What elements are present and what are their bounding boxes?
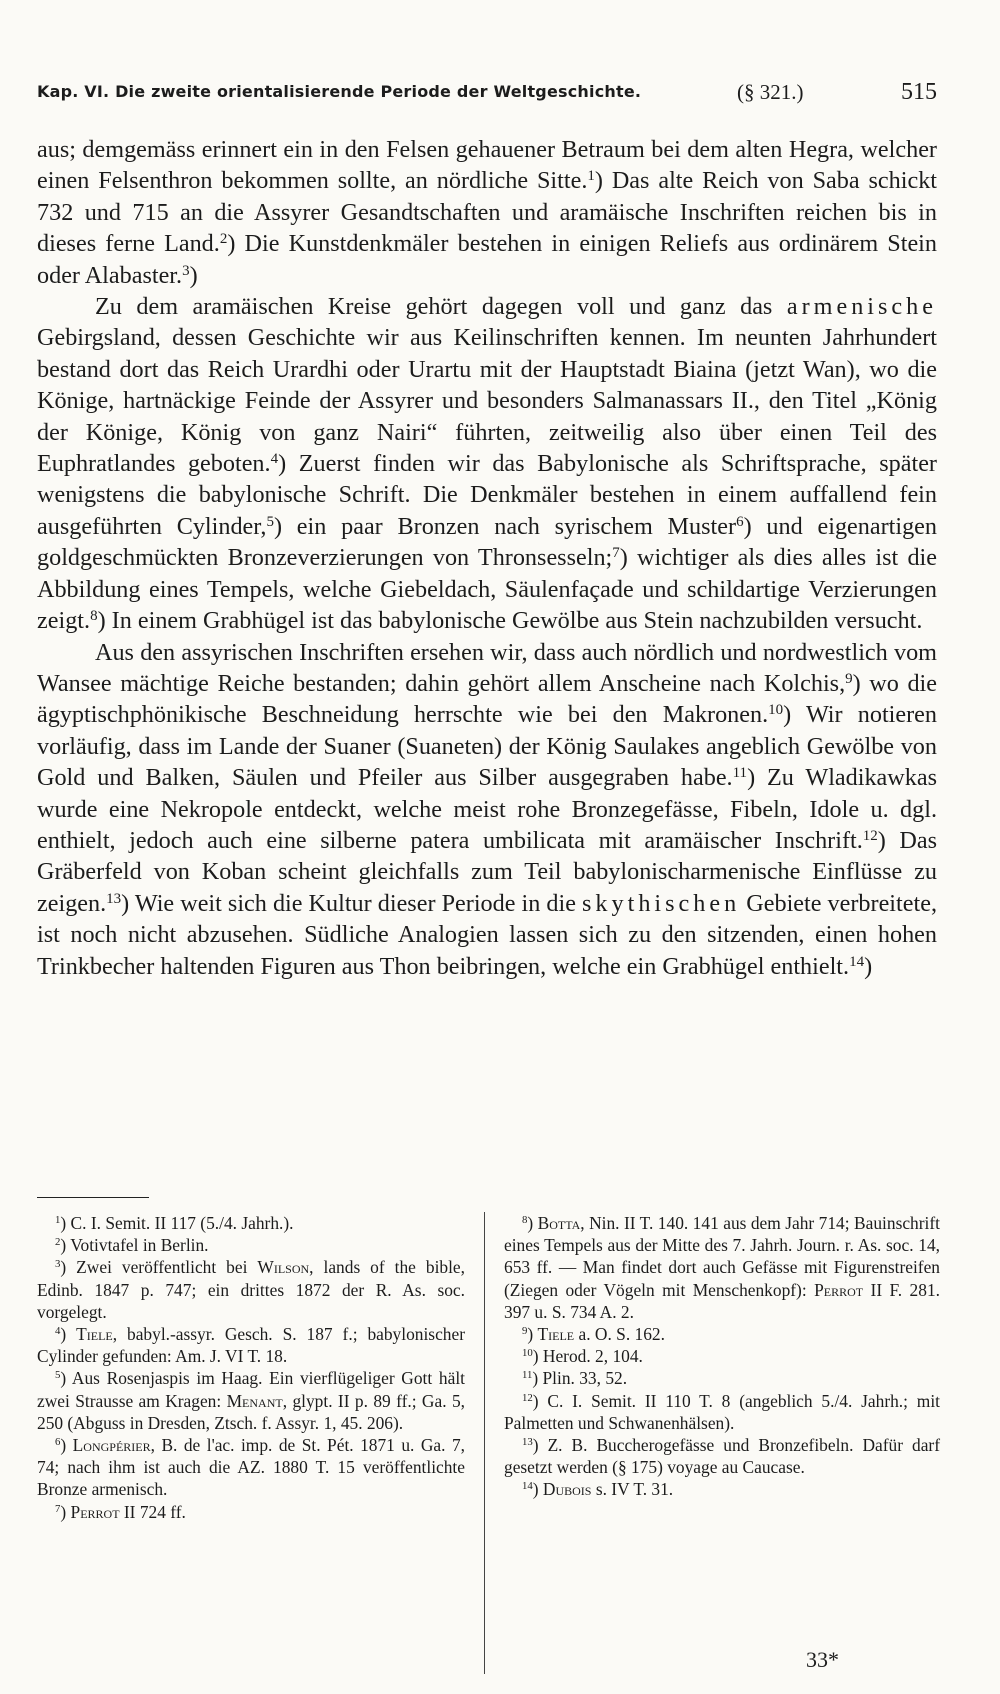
footnote-text: , lands of the bible, Edinb. 1847 p. 747; ein drittes 1872 der R. As. soc. vorgelegt. xyxy=(37,1257,465,1322)
footnote-ref: 2 xyxy=(219,230,228,247)
text-run: Aus den assyrischen Inschriften ersehen wir, dass auch nördlich und nordwestlich vom Wansee mächtige Reiche bestanden; dahin gehört allem Anscheine nach Kolchis, xyxy=(37,638,937,697)
footnote: $^2$) Votivtafel in Berlin. xyxy=(55,1235,209,1256)
footnote-number: 7 xyxy=(55,1502,61,1515)
paragraph-3 xyxy=(37,637,937,982)
footnote: $^8$) Botta, Nin. II T. 140. 141 aus dem Jahr 714; Bauinschrift eines Tempels aus der Mitte des 7. Jahrh. Journ. r. As. soc. 14, 653 ff. — Man findet dort auch Gefässe mit Figurenstreifen (Ziegen oder Vögeln mit Menschenkopf): Perrot II F. 281. 397 u. S. 734 A. 2. xyxy=(504,1213,940,1322)
footnote-text: Herod. 2, 104. xyxy=(542,1346,643,1367)
author-name: Tiele xyxy=(76,1324,113,1345)
signature-mark: 33* xyxy=(806,1647,839,1672)
text-run: ) xyxy=(864,952,873,980)
text-run: ) ein paar Bronzen nach syrischem Muster xyxy=(273,512,737,540)
column-divider xyxy=(484,1212,485,1674)
footnotes-right-column xyxy=(504,1212,940,1501)
author-name: Perrot xyxy=(70,1501,120,1522)
footnote-ref: 5 xyxy=(266,513,274,530)
footnote-text: II 724 ff. xyxy=(119,1501,186,1522)
text-run: ) Zuerst finden wir das Babylonische als Schriftsprache, später wenigstens die babylonische Schrift. Die Denkmäler bestehen in einem auffallend fein ausgeführten Cylinder, xyxy=(37,450,937,540)
spaced-term: skythischen xyxy=(582,889,741,917)
footnote-text: , Nin. II T. 140. 141 aus dem Jahr 714; Bauinschrift eines Tempels aus der Mitte des 7. Jahrh. Journ. r. As. soc. 14, 653 ff. — Man findet dort auch Gefässe mit Figurenstreifen (Ziegen oder Vögeln mit Menschenkopf): xyxy=(504,1213,940,1300)
footnote: $^9$) Tiele a. O. S. 162. xyxy=(522,1324,665,1345)
author-name: Perrot xyxy=(814,1279,864,1300)
footnote-ref: 1 xyxy=(587,168,595,185)
footnote: $^3$) Zwei veröffentlicht bei Wilson, lands of the bible, Edinb. 1847 p. 747; ein drittes 1872 der R. As. soc. vorgelegt. xyxy=(37,1257,465,1322)
text-run: Zu dem aramäischen Kreise gehört dagegen voll und ganz das xyxy=(95,293,787,321)
footnote-ref: 8 xyxy=(90,607,98,624)
section-reference: (§ 321.) xyxy=(737,80,804,104)
text-run: ) Das Gräberfeld von Koban scheint gleichfalls zum Teil babylonischarmenische Einflüsse zu zeigen. xyxy=(37,826,937,917)
footnote: $^7$) Perrot II 724 ff. xyxy=(55,1501,186,1522)
footnote-number: 1 xyxy=(55,1214,61,1227)
footnote-number: 12 xyxy=(522,1391,533,1404)
text-run: ) xyxy=(189,261,198,289)
footnote-number: 5 xyxy=(55,1369,61,1382)
footnotes-left-column xyxy=(37,1212,465,1523)
text-run: ) wichtiger als dies alles ist die Abbildung eines Tempels, welche Giebeldach, Säulenfaçade und schildartige Verzierungen zeigt. xyxy=(37,544,937,635)
author-name: Menant xyxy=(226,1390,283,1411)
footnote-number: 14 xyxy=(522,1480,533,1493)
footnote: $^{11}$) Plin. 33, 52. xyxy=(522,1368,628,1389)
chapter-title: Kap. VI. Die zweite orientalisierende Periode der Weltgeschichte. xyxy=(37,82,642,101)
footnote-text: C. I. Semit. II 117 (5./4. Jahrh.). xyxy=(70,1213,294,1233)
footnote-number: 11 xyxy=(522,1369,533,1382)
footnote-number: 10 xyxy=(522,1347,533,1360)
footnote: $^1$) C. I. Semit. II 117 (5./4. Jahrh.). xyxy=(55,1213,294,1233)
footnote-text: C. I. Semit. II 110 T. 8 (angeblich 5./4. Jahrh.; mit Palmetten und Schwanenhälsen). xyxy=(504,1390,940,1433)
footnote-text: , babyl.-assyr. Gesch. S. 187 f.; babylonischer Cylinder gefunden: Am. J. VI T. 18. xyxy=(37,1324,466,1367)
footnote-text: Zwei veröffentlicht bei xyxy=(76,1257,258,1278)
footnote-number: 8 xyxy=(522,1214,528,1227)
page-number: 515 xyxy=(901,79,937,105)
footnote-text: s. IV T. 31. xyxy=(591,1479,674,1500)
spaced-term: armenische xyxy=(786,293,937,321)
main-text xyxy=(37,134,937,982)
author-name: Dubois xyxy=(542,1479,592,1500)
footnote-text: Aus Rosenjaspis im Haag. Ein vierflügeliger Gott hält zwei Strausse am Kragen: xyxy=(37,1368,465,1411)
footnote-text: , glypt. II p. 89 ff.; Ga. 5, 250 (Abguss in Dresden, Ztsch. f. Assyr. 1, 45. 206). xyxy=(37,1390,465,1433)
footnote-ref: 10 xyxy=(768,702,784,719)
running-header xyxy=(37,72,937,112)
author-name: Wilson xyxy=(257,1257,310,1278)
text-run: ) Die Kunstdenkmäler bestehen in einigen Reliefs aus ordinärem Stein oder Alabaster. xyxy=(37,230,937,289)
footnote: $^{12}$) C. I. Semit. II 110 T. 8 (angeblich 5./4. Jahrh.; mit Palmetten und Schwanenhälsen). xyxy=(504,1390,940,1433)
text-run: ) Das alte Reich von Saba schickt 732 und 715 an die Assyrer Gesandtschaften und aramäische Inschriften reichen bis in dieses ferne Land. xyxy=(37,167,938,258)
footnote-number: 13 xyxy=(522,1436,533,1449)
footnote-ref: 9 xyxy=(845,670,853,687)
footnote-number: 3 xyxy=(55,1258,61,1271)
footnote-ref: 3 xyxy=(182,262,190,279)
footnote-ref: 11 xyxy=(732,764,748,781)
footnote: $^{10}$) Herod. 2, 104. xyxy=(522,1346,643,1367)
text-run: Gebiete verbreitete, ist noch nicht abzusehen. Südliche Analogien lassen sich zu den sitzenden, einen hohen Trinkbecher haltenden Figuren aus Thon beibringen, welche ein Grabhügel enthielt. xyxy=(37,889,937,980)
footnote-number: 4 xyxy=(55,1325,61,1338)
paragraph-1 xyxy=(37,134,937,291)
footnote-ref: 13 xyxy=(106,890,122,907)
footnote-text: II F. 281. 397 u. S. 734 A. 2. xyxy=(504,1279,940,1322)
author-name: Longpérier xyxy=(72,1435,151,1456)
text-run: ) wo die ägyptischphönikische Beschneidung herrschte wie bei den Makronen. xyxy=(37,669,937,729)
footnote-text: Votivtafel in Berlin. xyxy=(70,1235,209,1256)
footnote-text: , B. de l'ac. imp. de St. Pét. 1871 u. Ga. 7, 74; nach ihm ist auch die AZ. 1880 T. 15 veröffentlichte Bronze armenisch. xyxy=(37,1435,465,1500)
text-run: ) und eigenartigen goldgeschmückten Bronzeverzierungen von Thronsesseln; xyxy=(37,512,938,572)
author-name: Tiele xyxy=(537,1324,575,1345)
footnote-ref: 7 xyxy=(612,545,620,562)
footnote-ref: 14 xyxy=(849,953,865,970)
footnote: $^{13}$) Z. B. Buccherogefässe und Bronzefibeln. Dafür darf gesetzt werden (§ 175) voyage au Caucase. xyxy=(504,1435,941,1478)
footnote-rule xyxy=(37,1197,149,1198)
author-name: Botta xyxy=(537,1213,581,1233)
footnote-ref: 12 xyxy=(862,827,878,844)
footnote-ref: 6 xyxy=(736,513,744,530)
footnote-number: 9 xyxy=(522,1325,528,1338)
footnote-text: Plin. 33, 52. xyxy=(542,1368,628,1389)
footnote-text: a. O. S. 162. xyxy=(574,1324,665,1345)
text-run: ) In einem Grabhügel ist das babylonische Gewölbe aus Stein nachzubilden versucht. xyxy=(97,607,923,635)
text-run: Gebirgsland, dessen Geschichte wir aus Keilinschriften kennen. Im neunten Jahrhundert bestand dort das Reich Urardhi oder Urartu mit der Hauptstadt Biaina (jetzt Wan), wo die Könige, hartnäckige Feinde der Assyrer und besonders Salmanassars II., den Titel „König der Könige, König von ganz Nairi“ führten, zeitweilig also über einen Teil des Euphratlandes geboten. xyxy=(37,324,937,478)
footnote: $^5$) Aus Rosenjaspis im Haag. Ein vierflügeliger Gott hält zwei Strausse am Kragen: Menant, glypt. II p. 89 ff.; Ga. 5, 250 (Abguss in Dresden, Ztsch. f. Assyr. 1, 45. 206). xyxy=(37,1368,465,1433)
footnote-text: Z. B. Buccherogefässe und Bronzefibeln. Dafür darf gesetzt werden (§ 175) voyage au Caucase. xyxy=(504,1435,941,1478)
text-run: ) Zu Wladikawkas wurde eine Nekropole entdeckt, welche meist rohe Bronzegefässe, Fibeln, Idole u. dgl. enthielt, jedoch auch eine silberne patera umbilicata mit aramäischer Inschrift. xyxy=(37,764,938,854)
footnote-number: 6 xyxy=(55,1436,61,1449)
text-run: ) Wir notieren vorläufig, dass im Lande der Suaner (Suaneten) der König Saulakes angeblich Gewölbe von Gold und Balken, Säulen und Pfeiler aus Silber ausgegraben habe. xyxy=(37,701,938,792)
footnote-number: 2 xyxy=(55,1236,61,1249)
footnote: $^6$) Longpérier, B. de l'ac. imp. de St. Pét. 1871 u. Ga. 7, 74; nach ihm ist auch die AZ. 1880 T. 15 veröffentlichte Bronze armenisch. xyxy=(37,1435,465,1500)
text-run: ) Wie weit sich die Kultur dieser Periode in die xyxy=(121,889,582,917)
footnote-ref: 4 xyxy=(270,450,279,467)
text-run: aus; demgemäss erinnert ein in den Felsen gehauener Betraum bei dem alten Hegra, welcher einen Felsenthron bekommen sollte, an nördliche Sitte. xyxy=(37,136,937,195)
footnote: $^{14}$) Dubois s. IV T. 31. xyxy=(522,1479,674,1500)
footnote: $^4$) Tiele, babyl.-assyr. Gesch. S. 187 f.; babylonischer Cylinder gefunden: Am. J. VI T. 18. xyxy=(37,1324,466,1367)
paragraph-2 xyxy=(37,291,937,636)
